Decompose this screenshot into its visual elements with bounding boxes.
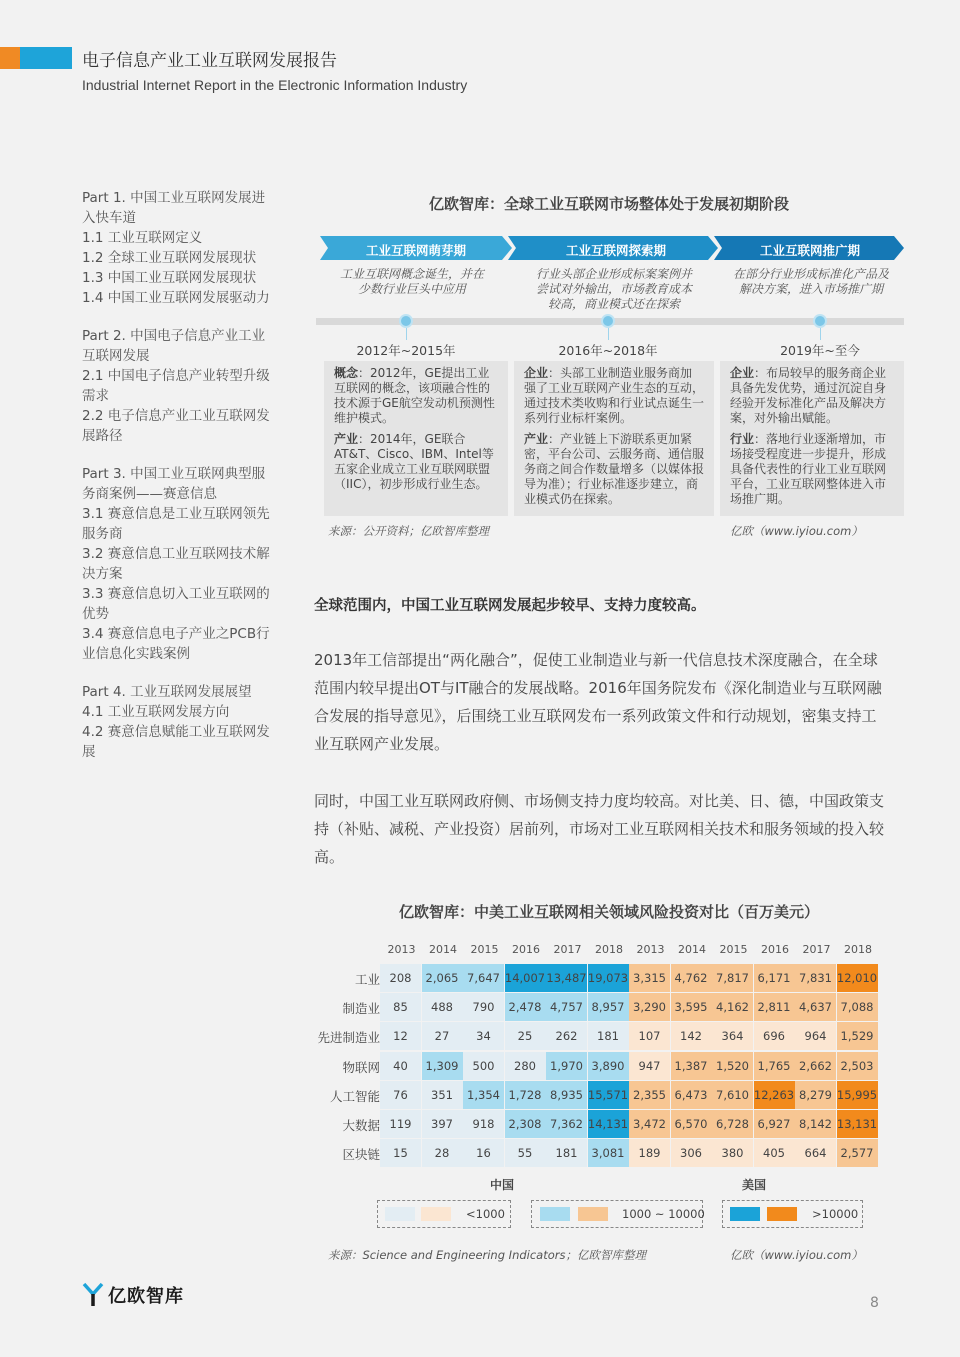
year-header: 2017 <box>553 943 582 956</box>
brand-logo-text: 亿欧智库 <box>108 1286 184 1307</box>
heatmap-cell: 7,647 <box>463 964 504 992</box>
phase-desc-3: 在部分行业形成标准化产品及 解决方案，进入市场推广期 <box>732 267 889 296</box>
phase-card-3: 企业：布局较早的服务商企业具备先发优势，通过沉淀自身经验开发标准化产品及解决方案，对外输出赋能。 行业：落地行业逐渐增加，市场接受程度进一步提升，形成具备代表性的行业工业互联网平台，工业互联网整体进入市场推广期。 <box>720 361 904 516</box>
toc-line[interactable]: 1.2 全球工业互联网发展现状 <box>82 250 257 266</box>
heatmap-cell: 306 <box>671 1139 712 1167</box>
toc-line[interactable]: Part 4. 工业互联网发展展望 <box>82 684 252 700</box>
heatmap-cell: 2,065 <box>422 964 463 992</box>
toc-line[interactable]: 决方案 <box>82 566 123 582</box>
heatmap-cell: 947 <box>629 1052 670 1080</box>
timeline-dot-2 <box>601 314 615 328</box>
heatmap-cell: 1,309 <box>422 1052 463 1080</box>
toc-line[interactable]: 2.2 电子信息产业工业互联网发 <box>82 408 270 424</box>
heatmap-cell: 380 <box>712 1139 753 1167</box>
legend-label-high: >10000 <box>812 1207 859 1221</box>
heatmap-cell: 3,595 <box>671 993 712 1021</box>
group-label-china: 中国 <box>490 1178 515 1192</box>
toc-line[interactable]: 业信息化实践案例 <box>82 646 190 662</box>
year-header: 2016 <box>512 943 540 956</box>
heatmap-cell: 3,081 <box>588 1139 629 1167</box>
heatmap-cell: 14,131 <box>588 1110 629 1138</box>
heatmap-cell: 85 <box>380 993 421 1021</box>
legend-swatch-cn-high <box>730 1207 760 1221</box>
toc-line[interactable]: 4.2 赛意信息赋能工业互联网发 <box>82 724 270 740</box>
heatmap-cell: 3,472 <box>629 1110 670 1138</box>
toc-line[interactable]: 3.2 赛意信息工业互联网技术解 <box>82 546 270 562</box>
heatmap-cell: 12 <box>380 1022 421 1050</box>
heatmap-cell: 2,577 <box>837 1139 878 1167</box>
toc-line[interactable]: 展 <box>82 744 96 760</box>
paragraph-2: 同时，中国工业互联网政府侧、市场侧支持力度均较高。对比美、日、德，中国政策支持（补贴、减税、产业投资）居前列，市场对工业互联网相关技术和服务领域的投入较高。 <box>314 792 885 866</box>
figure1-source-right: 亿欧（www.iyiou.com） <box>730 524 863 538</box>
heatmap-cell: 15,571 <box>588 1081 629 1109</box>
toc-line[interactable]: 务商案例——赛意信息 <box>82 486 217 502</box>
phase-label-1: 工业互联网萌芽期 <box>365 243 466 258</box>
heatmap-cell: 107 <box>629 1022 670 1050</box>
brand-logo <box>82 1281 184 1309</box>
lead-sentence: 全球范围内，中国工业互联网发展起步较早、支持力度较高。 <box>314 598 706 614</box>
legend-label-low: <1000 <box>466 1207 505 1221</box>
legend-swatch-cn-mid <box>540 1207 570 1221</box>
timeline-date-2: 2016年~2018年 <box>558 343 658 358</box>
toc-line[interactable]: 2.1 中国电子信息产业转型升级 <box>82 368 270 384</box>
report-title: 电子信息产业工业互联网发展报告 <box>82 51 337 71</box>
row-label: 区块链 <box>342 1147 380 1163</box>
row-label: 大数据 <box>342 1118 380 1133</box>
row-label: 制造业 <box>342 1001 380 1017</box>
heatmap-cell: 1,529 <box>837 1022 878 1050</box>
table-of-contents <box>82 188 282 762</box>
heatmap-cell: 12,010 <box>837 964 878 992</box>
heatmap-cell: 4,757 <box>546 993 587 1021</box>
row-label: 先进制造业 <box>317 1030 380 1046</box>
row-label: 工业 <box>354 972 380 987</box>
figure1-source: 来源：公开资料；亿欧智库整理 <box>328 524 489 538</box>
heatmap-cell: 8,935 <box>546 1081 587 1109</box>
toc-line[interactable]: 1.1 工业互联网定义 <box>82 230 203 246</box>
heatmap-cell: 1,765 <box>754 1052 795 1080</box>
legend-label-mid: 1000 ~ 10000 <box>622 1207 705 1221</box>
heatmap-cell: 142 <box>671 1022 712 1050</box>
heatmap-cell: 1,520 <box>712 1052 753 1080</box>
heatmap-cell: 8,957 <box>588 993 629 1021</box>
heatmap-cell: 280 <box>505 1052 546 1080</box>
heatmap-cell: 76 <box>380 1081 421 1109</box>
heatmap-cell: 4,162 <box>712 993 753 1021</box>
heatmap-cell: 3,290 <box>629 993 670 1021</box>
phase-card-1: 概念：2012年，GE提出工业互联网的概念，该项融合性的技术源于GE航空发动机预测性维护模式。 产业：2014年，GE联合AT&T、Cisco、IBM、Intel等五家企业成立工业互联网联盟（IIC），初步形成行业生态。 <box>324 361 508 516</box>
heatmap-cell: 25 <box>505 1022 546 1050</box>
heatmap-cell: 4,762 <box>671 964 712 992</box>
heatmap-cell: 15,995 <box>837 1081 878 1109</box>
heatmap-cell: 918 <box>463 1110 504 1138</box>
figure2-title: 亿欧智库：中美工业互联网相关领域风险投资对比（百万美元） <box>398 903 819 921</box>
heatmap-cell: 405 <box>754 1139 795 1167</box>
timeline-date-1: 2012年~2015年 <box>356 343 456 358</box>
toc-line[interactable]: 3.3 赛意信息切入工业互联网的 <box>82 586 270 602</box>
heatmap-cell: 7,610 <box>712 1081 753 1109</box>
year-header: 2015 <box>719 943 748 956</box>
heatmap-cell: 2,811 <box>754 993 795 1021</box>
header-accent-orange <box>0 47 20 69</box>
heatmap-cell: 6,171 <box>754 964 795 992</box>
phase-card-2: 企业：头部工业制造业服务商加强了工业互联网产业生态的互动，通过技术类收购和行业试点诞生一系列行业标杆案例。 产业：产业链上下游联系更加紧密，平台公司、云服务商、通信服务商之间合作数量增多（以媒体报导为准）；行业标准逐步建立，商业模式仍在探索。 <box>514 361 714 516</box>
heatmap-cell: 19,073 <box>588 964 629 992</box>
heatmap-cell: 2,662 <box>795 1052 836 1080</box>
heatmap-cell: 6,473 <box>671 1081 712 1109</box>
heatmap-cell: 696 <box>754 1022 795 1050</box>
heatmap-cell: 7,831 <box>795 964 836 992</box>
phase-label-3: 工业互联网推广期 <box>759 243 860 258</box>
timeline-date-3: 2019年~至今 <box>780 343 860 358</box>
phase-label-2: 工业互联网探索期 <box>565 243 666 258</box>
year-header: 2013 <box>387 943 416 956</box>
year-header: 2016 <box>761 943 789 956</box>
toc-line[interactable]: 需求 <box>82 388 109 404</box>
figure2-source-right: 亿欧（www.iyiou.com） <box>730 1248 863 1262</box>
page-number: 8 <box>870 1295 879 1311</box>
toc-line[interactable]: Part 3. 中国工业互联网典型服 <box>82 466 266 482</box>
heatmap-cell: 1,970 <box>546 1052 587 1080</box>
heatmap-cell: 6,728 <box>712 1110 753 1138</box>
paragraph-1: 2013年工信部提出“两化融合”，促使工业制造业与新一代信息技术深度融合，在全球范围内较早提出OT与IT融合的发展战略。2016年国务院发布《深化制造业与互联网融合发展的指导意见》，后围绕工业互联网发布一系列政策文件和行动规划，密集支持工业互联网产业发展。 <box>314 651 882 753</box>
heatmap-cell: 15 <box>380 1139 421 1167</box>
header-accent-blue <box>20 47 72 69</box>
year-header: 2017 <box>802 943 831 956</box>
row-label: 物联网 <box>342 1059 380 1075</box>
heatmap-cell: 7,362 <box>546 1110 587 1138</box>
heatmap-cell: 119 <box>380 1110 421 1138</box>
heatmap-cell: 6,927 <box>754 1110 795 1138</box>
legend-swatch-us-mid <box>578 1207 608 1221</box>
figure1-title: 亿欧智库：全球工业互联网市场整体处于发展初期阶段 <box>428 195 789 213</box>
heatmap-cell: 364 <box>712 1022 753 1050</box>
heatmap-cell: 13,487 <box>546 964 587 992</box>
legend-swatch-us-high <box>767 1207 797 1221</box>
phase-desc-2: 行业头部企业形成标案案例并 尝试对外输出，市场教育成本 较高，商业模式还在探索 <box>535 267 692 311</box>
legend-swatch-us-low <box>421 1207 451 1221</box>
toc-line[interactable]: 4.1 工业互联网发展方向 <box>82 704 230 720</box>
heatmap-cell: 8,279 <box>795 1081 836 1109</box>
heatmap-cell: 3,315 <box>629 964 670 992</box>
year-header: 2014 <box>678 943 706 956</box>
heatmap-cell: 28 <box>422 1139 463 1167</box>
year-header: 2014 <box>429 943 457 956</box>
heatmap-cell: 208 <box>380 964 421 992</box>
heatmap-cell: 964 <box>795 1022 836 1050</box>
year-header: 2013 <box>636 943 665 956</box>
heatmap-cell: 790 <box>463 993 504 1021</box>
heatmap-cell: 12,263 <box>754 1081 795 1109</box>
row-label: 人工智能 <box>329 1088 380 1104</box>
toc-part-1[interactable] <box>82 188 282 308</box>
heatmap-cell: 7,817 <box>712 964 753 992</box>
heatmap-cell: 14,007 <box>505 964 546 992</box>
toc-line[interactable]: Part 2. 中国电子信息产业工业 <box>82 328 266 344</box>
heatmap-cell: 40 <box>380 1052 421 1080</box>
toc-line[interactable]: 互联网发展 <box>82 348 150 364</box>
heatmap-cell: 55 <box>505 1139 546 1167</box>
heatmap-cell: 1,728 <box>505 1081 546 1109</box>
toc-line[interactable]: 3.4 赛意信息电子产业之PCB行 <box>82 626 270 642</box>
heatmap-cell: 262 <box>546 1022 587 1050</box>
heatmap-cell: 34 <box>463 1022 504 1050</box>
heatmap-cell: 1,354 <box>463 1081 504 1109</box>
heatmap-cell: 1,387 <box>671 1052 712 1080</box>
heatmap-cell: 8,142 <box>795 1110 836 1138</box>
group-label-usa: 美国 <box>742 1178 767 1192</box>
toc-line[interactable]: 展路径 <box>82 428 123 444</box>
heatmap-cell: 2,478 <box>505 993 546 1021</box>
heatmap-cell: 189 <box>629 1139 670 1167</box>
heatmap-cell: 500 <box>463 1052 504 1080</box>
timeline-stem-3 <box>820 328 821 340</box>
heatmap-cell: 2,503 <box>837 1052 878 1080</box>
heatmap-cell: 16 <box>463 1139 504 1167</box>
year-header: 2018 <box>595 943 623 956</box>
toc-line[interactable]: 服务商 <box>82 526 123 542</box>
timeline-dot-1 <box>399 314 413 328</box>
heatmap-cell: 351 <box>422 1081 463 1109</box>
year-header: 2015 <box>470 943 499 956</box>
year-header: 2018 <box>844 943 872 956</box>
heatmap-cell: 397 <box>422 1110 463 1138</box>
timeline-dot-3 <box>813 314 827 328</box>
heatmap-cell: 7,088 <box>837 993 878 1021</box>
heatmap-cell: 13,131 <box>837 1110 878 1138</box>
toc-part-4[interactable] <box>82 682 282 762</box>
heatmap-cell: 2,308 <box>505 1110 546 1138</box>
heatmap-cell: 6,570 <box>671 1110 712 1138</box>
timeline-stem-2 <box>608 328 609 340</box>
heatmap-cell: 181 <box>546 1139 587 1167</box>
toc-line[interactable]: Part 1. 中国工业互联网发展进 <box>82 190 266 206</box>
heatmap-cell: 664 <box>795 1139 836 1167</box>
toc-line[interactable]: 1.3 中国工业互联网发展现状 <box>82 270 257 286</box>
toc-line[interactable]: 1.4 中国工业互联网发展驱动力 <box>82 290 270 306</box>
toc-line[interactable]: 3.1 赛意信息是工业互联网领先 <box>82 506 270 522</box>
heatmap-cell: 3,890 <box>588 1052 629 1080</box>
heatmap-cell: 181 <box>588 1022 629 1050</box>
timeline-stem-1 <box>406 328 407 340</box>
toc-line[interactable]: 入快车道 <box>82 210 136 226</box>
toc-part-3[interactable] <box>82 464 282 664</box>
toc-line[interactable]: 优势 <box>82 606 109 622</box>
heatmap-cell: 27 <box>422 1022 463 1050</box>
toc-part-2[interactable] <box>82 326 282 446</box>
phase-desc-1: 工业互联网概念诞生，并在 少数行业巨头中应用 <box>339 267 484 296</box>
heatmap-cell: 4,637 <box>795 993 836 1021</box>
brand-logo-icon <box>82 1282 104 1308</box>
heatmap-cell: 488 <box>422 993 463 1021</box>
legend-swatch-cn-low <box>385 1207 415 1221</box>
figure2-source: 来源：Science and Engineering Indicators；亿欧智库整理 <box>328 1248 646 1262</box>
heatmap-cell: 2,355 <box>629 1081 670 1109</box>
report-subtitle: Industrial Internet Report in the Electronic Information Industry <box>82 77 468 93</box>
